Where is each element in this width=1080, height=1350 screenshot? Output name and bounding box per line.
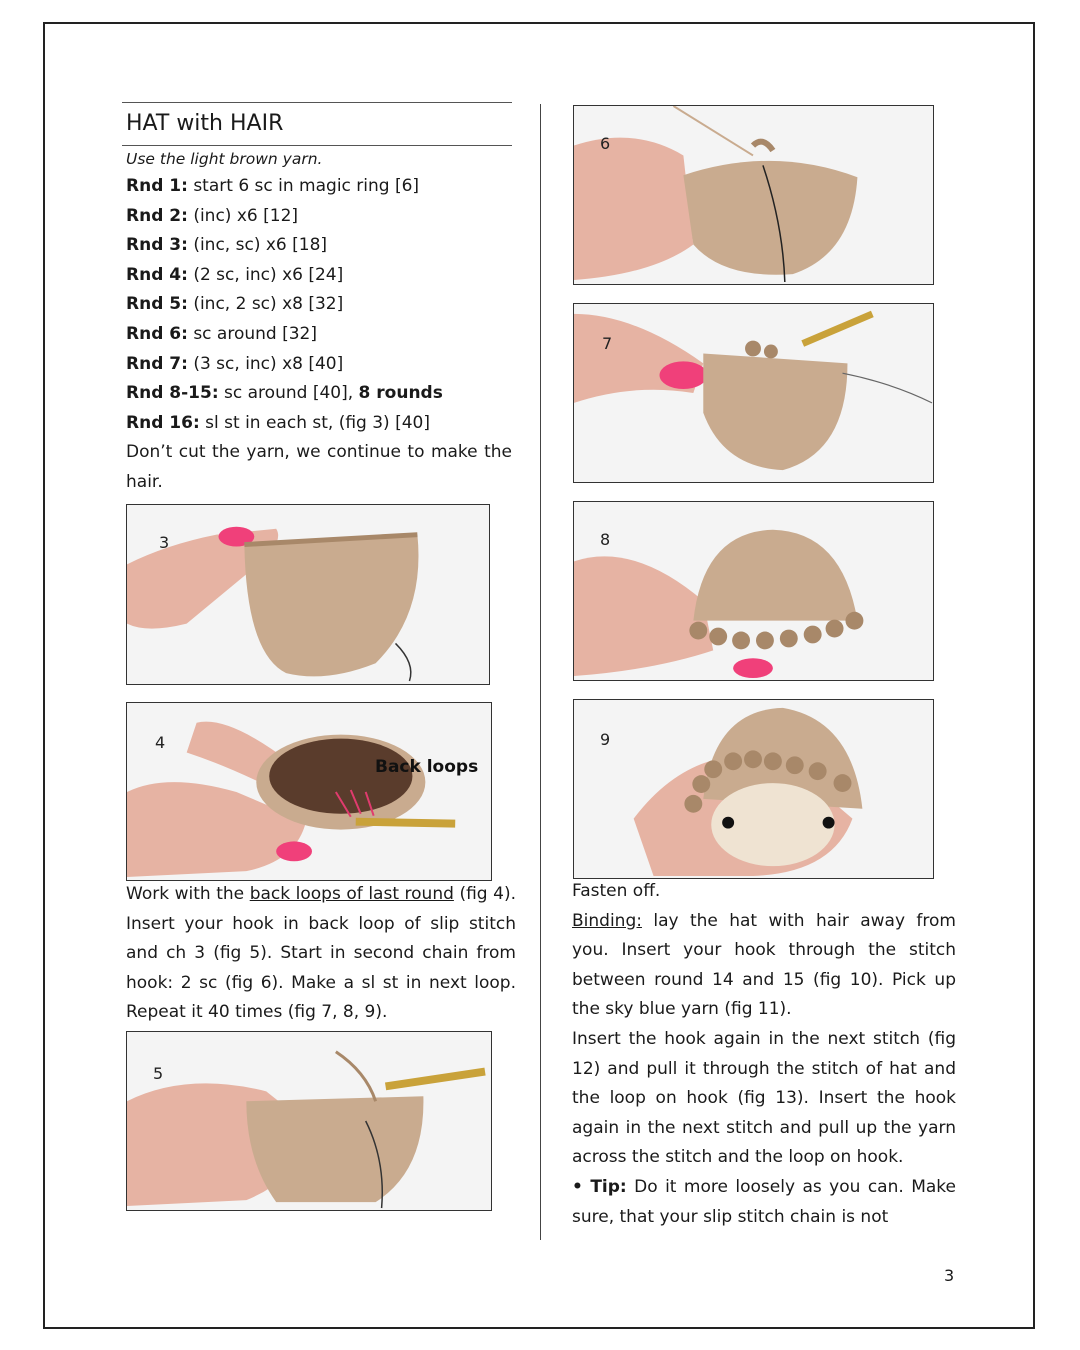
figure-5-number: 5 [153,1064,164,1083]
figure-3-number: 3 [159,533,170,552]
page-number: 3 [944,1266,955,1285]
left-column [122,102,512,498]
round-list [122,172,512,438]
insert-paragraph: Insert the hook again in the next stitch (fig 12) and pull it through the stitch of hat and the loop on hook (fig 13). Insert the hook again in the next stitch and pull up the yarn across the stitch and the loop on hook. [572,1028,956,1168]
figure-8-number: 8 [600,530,611,549]
fasten-off: Fasten off. [572,881,661,901]
column-divider [540,104,541,1240]
right-text-block [568,877,956,1232]
figure-6-photo [573,105,934,285]
figure-3-image [127,505,489,684]
round-5: Rnd 5: (inc, 2 sc) x8 [32] [126,294,344,315]
section-title: HAT with HAIR [126,111,284,136]
figure-8-image [574,502,933,680]
figure-4-number: 4 [155,733,166,752]
round-6: Rnd 6: sc around [32] [126,323,318,344]
round-2: Rnd 2: (inc) x6 [12] [126,205,299,226]
figure-7-photo [573,303,934,483]
back-loops-label: Back loops [375,757,479,777]
work-instructions: Work with the back loops of last round (fig 4). Insert your hook in back loop of slip stitch and ch 3 (fig 5). Start in second chain from hook: 2 sc (fig 6). Make a sl st in next loop. Repeat it 40 times (fig 7, 8, 9). [126,884,517,1023]
figure-6-number: 6 [600,134,611,153]
figure-7-number: 7 [602,334,613,353]
figure-3-photo [126,504,490,685]
round-4: Rnd 4: (2 sc, inc) x6 [24] [126,264,344,285]
continue-note: Don’t cut the yarn, we continue to make the hair. [126,442,512,492]
round-7: Rnd 7: (3 sc, inc) x8 [40] [126,353,344,374]
figure-9-photo [573,699,934,879]
figure-7-image [574,304,933,482]
round-1: Rnd 1: start 6 sc in magic ring [6] [126,176,420,196]
figure-4-photo [126,702,492,881]
tip-paragraph: • Tip: Do it more loosely as you can. Make sure, that your slip stitch chain is not [572,1176,957,1227]
figure-9-image [574,700,933,878]
figure-4-image [127,703,491,880]
binding-paragraph: Binding: lay the hat with hair away from you. Insert your hook through the stitch between round 14 and 15 (fig 10). Pick up the sky blue yarn (fig 11). [572,910,956,1020]
back-loops-link-text: back loops of last round [249,884,454,904]
figure-5-image [127,1032,491,1210]
round-16: Rnd 16: sl st in each st, (fig 3) [40] [126,412,430,433]
figure-9-number: 9 [600,730,611,749]
figure-6-image [574,106,933,284]
yarn-note: Use the light brown yarn. [126,150,323,168]
round-3: Rnd 3: (inc, sc) x6 [18] [126,235,328,256]
round-8-15: Rnd 8-15: sc around [40], 8 rounds [126,383,443,404]
figure-5-photo [126,1031,492,1211]
figure-8-photo [573,501,934,681]
